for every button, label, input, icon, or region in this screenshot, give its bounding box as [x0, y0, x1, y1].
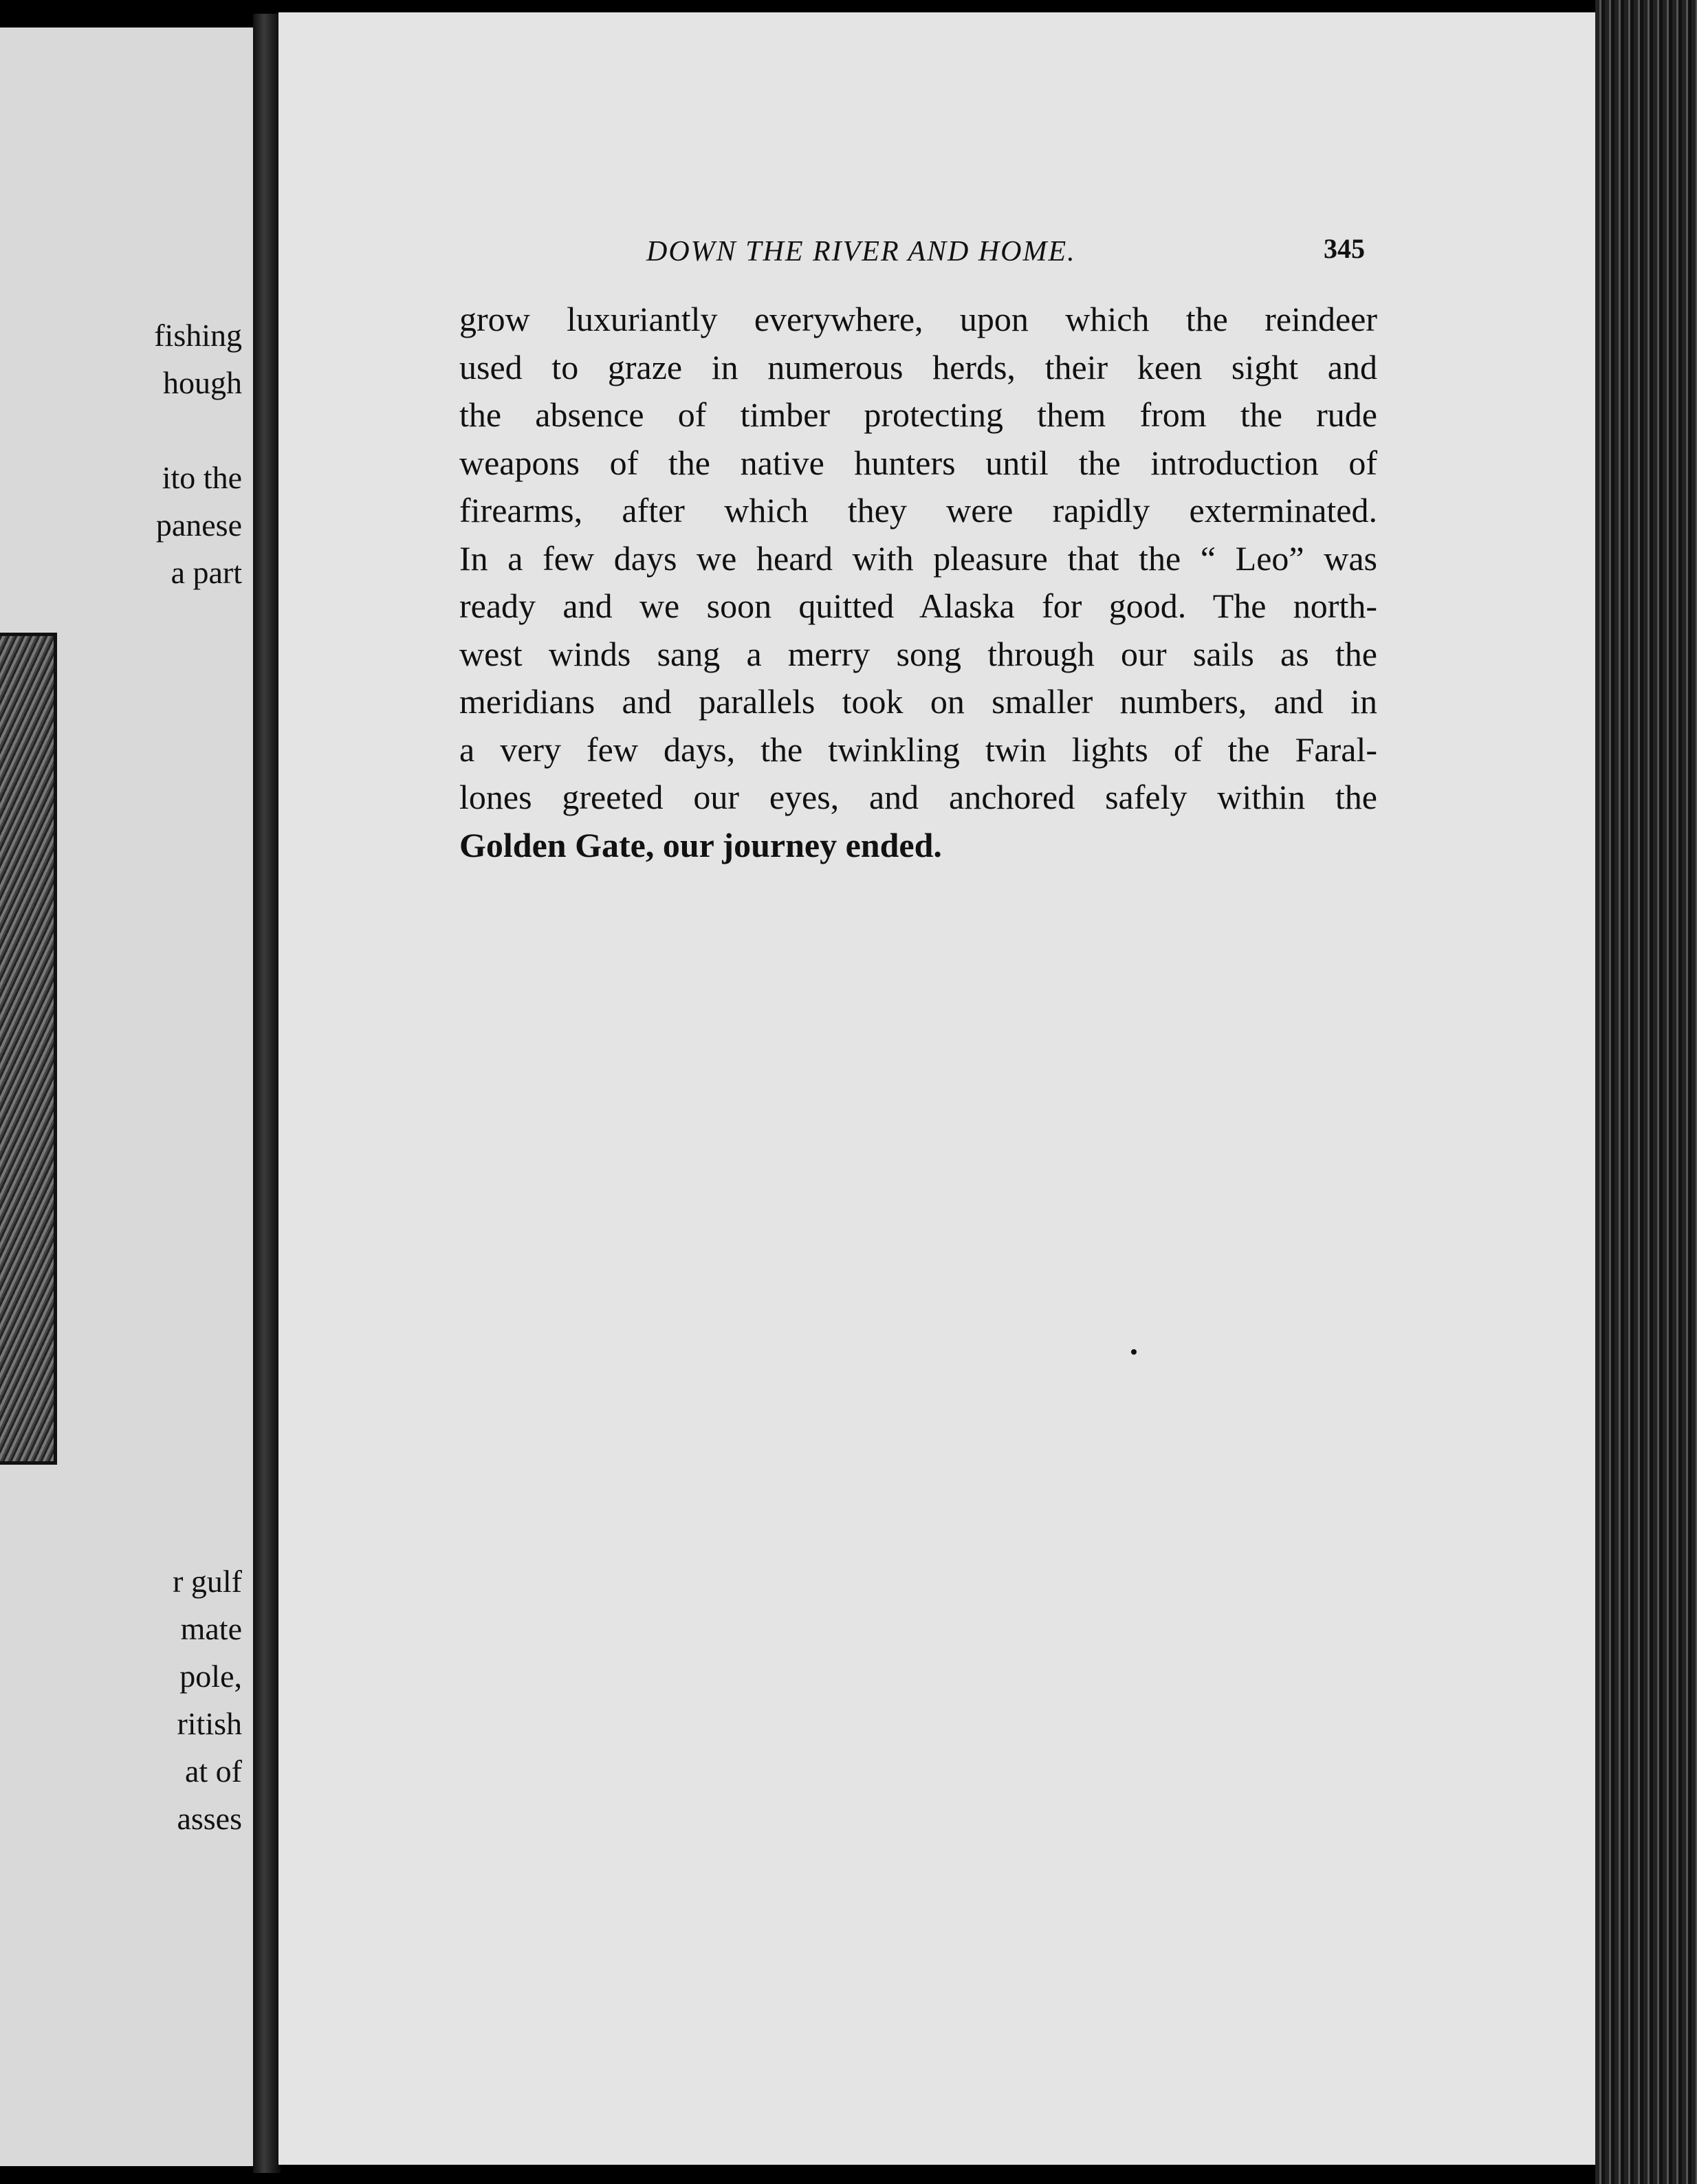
text-line: used to graze in numerous herds, their keen sight and	[459, 347, 1377, 386]
left-fragment-line: mate	[180, 1611, 242, 1646]
page-number: 345	[1324, 233, 1365, 264]
left-fragment-line: a part	[171, 555, 242, 590]
text-line: a very few days, the twinkling twin lights of the Faral-	[459, 730, 1377, 769]
text-line: weapons of the native hunters until the introduction of	[459, 443, 1377, 482]
text-line: the absence of timber protecting them from the rude	[459, 395, 1377, 434]
text-line: grow luxuriantly everywhere, upon which the reindeer	[459, 300, 1377, 338]
text-line: In a few days we heard with pleasure that the “ Leo” was	[459, 538, 1377, 578]
left-fragment-line: ritish	[177, 1706, 242, 1741]
text-line: firearms, after which they were rapidly exterminated.	[459, 491, 1377, 529]
left-fragment-line: ito the	[162, 460, 242, 495]
ink-speck	[1131, 1349, 1137, 1355]
previous-page	[0, 28, 261, 2166]
text-line: meridians and parallels took on smaller numbers, and in	[459, 682, 1377, 721]
left-fragment-line: hough	[163, 365, 242, 400]
left-fragment-line: panese	[155, 507, 242, 543]
body-text	[459, 296, 1377, 869]
text-line: lones greeted our eyes, and anchored safely within the	[459, 778, 1377, 816]
engraving-illustration	[0, 633, 57, 1465]
left-fragment-line: pole,	[179, 1659, 242, 1694]
text-line: Golden Gate, our journey ended.	[459, 825, 942, 864]
left-fragment-line: r gulf	[173, 1564, 242, 1599]
left-fragment-line: at of	[184, 1754, 242, 1789]
book-gutter	[253, 14, 281, 2173]
text-line: west winds sang a merry song through our sails as the	[459, 634, 1377, 673]
left-fragment-line: fishing	[154, 318, 242, 353]
text-line: ready and we soon quitted Alaska for good. The north-	[459, 587, 1377, 625]
running-head: DOWN THE RIVER AND HOME.	[646, 236, 1076, 267]
page-edges	[1595, 0, 1697, 2184]
left-fragment-line: asses	[177, 1801, 242, 1836]
